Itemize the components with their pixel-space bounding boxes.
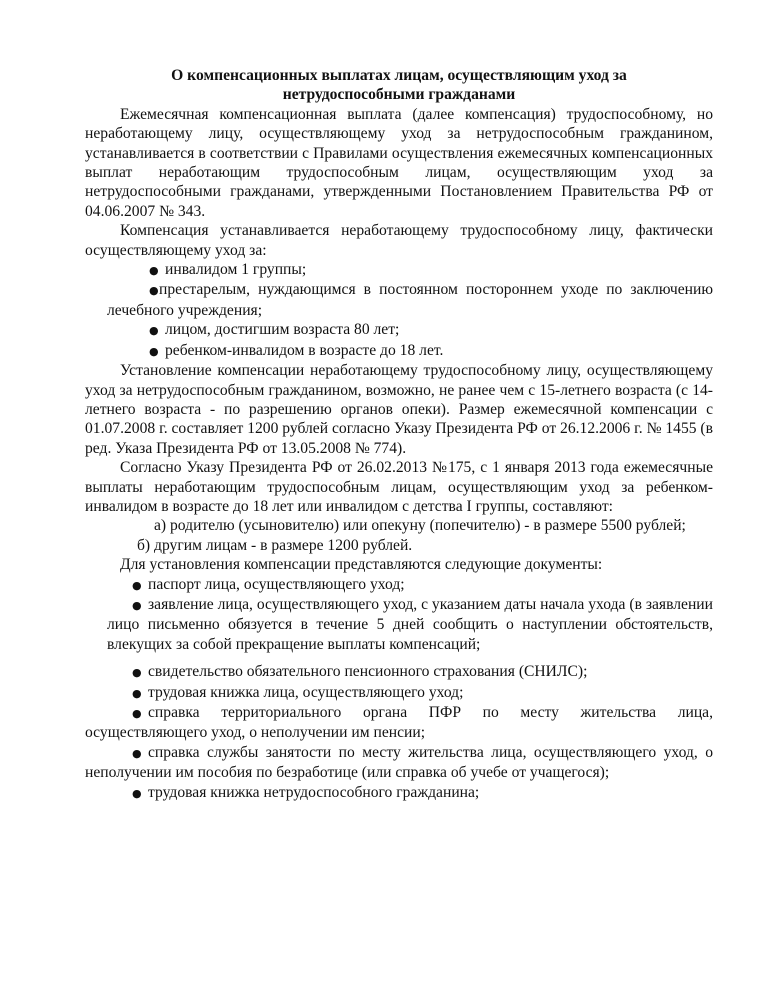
list-item: ● трудовая книжка лица, осуществляющего уход; [85,683,713,703]
list-item: ● инвалидом 1 группы; [85,260,713,280]
payment-options [85,516,713,555]
document-page [85,58,713,803]
list-item: ● паспорт лица, осуществляющего уход; [85,575,713,595]
payment-option-b: б) другим лицам - в размере 1200 рублей. [137,536,413,554]
bullet-icon: ● [132,578,142,592]
bullet-icon: ● [149,344,159,358]
bullet-icon: ● [132,786,142,800]
bullet-icon: ● [132,707,142,720]
list-item: ● справка службы занятости по месту жительства лица, осуществляющего уход, о неполучении им пособия по безработице (или справка об учебе от учащегося); [85,743,713,782]
documents-list-a [85,575,713,655]
list-item: ● трудовая книжка нетрудоспособного гражданина; [85,783,713,803]
bullet-icon: ● [132,666,142,680]
bullet-icon: ● [132,598,142,612]
bullet-icon: ● [149,324,159,338]
payment-option-a: а) родителю (усыновителю) или опекуну (попечителю) - в размере 5500 рублей; [154,517,686,535]
list-item: ● лицом, достигшим возраста 80 лет; [85,320,713,340]
bullet-icon: ● [132,746,142,760]
list-item: ● заявление лица, осуществляющего уход, с указанием даты начала ухода (в заявлении лицо письменно обязуется в течение 5 дней сообщить о наступлении обстоятельств, влекущих за собой прекращение выплаты компенсаций; [107,595,713,653]
paragraph-decree-2013: Согласно Указу Президента РФ от 26.02.2013 №175, с 1 января 2013 года ежемесячные выплаты неработающим трудоспособным лицам, осуществляющим уход за ребенком-инвалидом в возрасте до 18 лет или инвалидом с детства I группы, составляют: [85,459,713,515]
list-item: ● ребенком-инвалидом в возрасте до 18 лет. [85,341,713,361]
paragraph-documents-intro: Для установления компенсации представляются следующие документы: [120,556,603,574]
spacer [85,654,713,662]
bullet-icon: ● [149,284,159,298]
list-item: ● справка территориального органа ПФР по месту жительства лица, осуществляющего уход, о неполучении им пенсии; [85,704,713,742]
list-item: ●престарелым, нуждающимся в постоянном постороннем уходе по заключению лечебного учреждения; [107,281,713,319]
care-recipients-list [85,260,713,361]
list-item: ● свидетельство обязательного пенсионного страхования (СНИЛС); [85,662,713,682]
bullet-icon: ● [149,264,159,278]
document-title: О компенсационных выплатах лицам, осуществляющим уход за нетрудоспособными гражданами [171,67,627,104]
paragraph-intro: Ежемесячная компенсационная выплата (далее компенсация) трудоспособному, но неработающему лицу, осуществляющему уход за нетрудоспособным гражданином, устанавливается в соответствии с Правилами осуществления ежемесячных компенсационных выплат неработающим трудоспособным лицам, осуществляющим уход за нетрудоспособными гражданами, утвержденными Постановлением Правительства РФ от 04.06.2007 № 343. [85,105,713,220]
documents-list-b [85,662,713,803]
paragraph-compensation-scope: Компенсация устанавливается неработающему трудоспособному лицу, фактически осуществляющему уход за: [85,222,713,259]
paragraph-age-and-amount: Установление компенсации неработающему трудоспособному лицу, осуществляющему уход за нетрудоспособным гражданином, возможно, не ранее чем с 15-летнего возраста (с 14-летнего возраста - по разрешению органов опеки). Размер ежемесячной компенсации с 01.07.2008 г. составляет 1200 рублей согласно Указу Президента РФ от 26.12.2006 г. № 1455 (в ред. Указа Президента РФ от 13.05.2008 № 774). [85,362,713,457]
bullet-icon: ● [132,686,142,700]
